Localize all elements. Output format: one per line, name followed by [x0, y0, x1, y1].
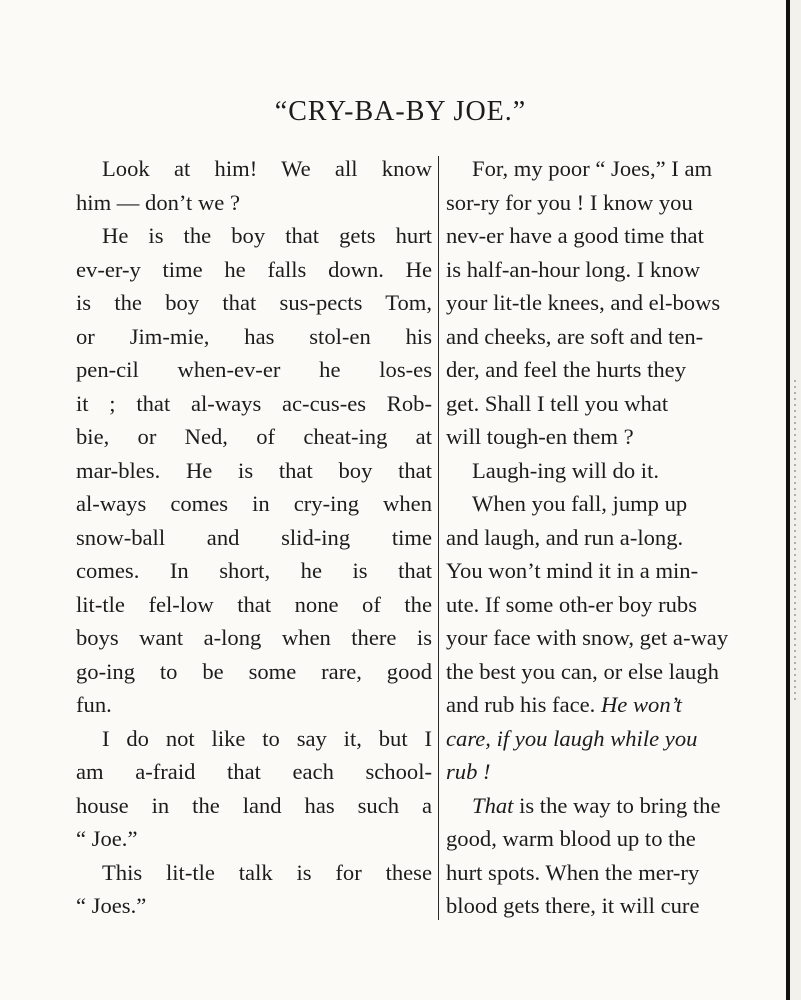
text-line: “ Joes.” [76, 893, 147, 918]
text-line: al-ways comes in cry-ing when [76, 491, 432, 516]
italic-segment: care, if you laugh while you [446, 725, 698, 751]
text-line: the best you can, or else laugh [446, 658, 719, 684]
text-line: and laugh, and run a-long. [446, 524, 684, 550]
text-line: go-ing to be some rare, good [76, 658, 432, 684]
text-line: When you fall, jump up [472, 491, 688, 516]
italic-segment: That [472, 792, 514, 818]
text-line: For, my poor “ Joes,” I am [472, 156, 713, 181]
text-line: This lit-tle talk is for these [102, 859, 432, 885]
right-column [446, 152, 801, 923]
text-line: or Jim-mie, has stol-en his [76, 323, 432, 349]
text-line: nev-er have a good time that [446, 223, 704, 248]
text-line: house in the land has such a [76, 792, 432, 818]
text-line [446, 789, 801, 823]
text-line: blood gets there, it will cure [446, 893, 700, 918]
text-segment: is the way to bring the [513, 792, 721, 818]
text-segment: and rub his face. [446, 692, 601, 717]
text-line: I do not like to say it, but I [102, 725, 432, 751]
page-edge-shadow [786, 0, 801, 1000]
text-line: good, warm blood up to the [446, 826, 696, 851]
text-line: “ Joe.” [76, 826, 138, 851]
text-line: am a-fraid that each school- [76, 759, 432, 784]
text-line: der, and feel the hurts they [446, 357, 687, 382]
text-line: and cheeks, are soft and ten- [446, 323, 704, 349]
text-line: Laugh-ing will do it. [472, 457, 660, 483]
text-line: boys want a-long when there is [76, 625, 432, 650]
text-line: your lit-tle knees, and el-bows [446, 290, 721, 315]
left-column [76, 152, 432, 923]
chapter-title: “CRY-BA-BY JOE.” [274, 96, 527, 127]
text-line: He is the boy that gets hurt [102, 223, 432, 248]
text-line: fun. [76, 692, 112, 717]
text-line: mar-bles. He is that boy that [76, 457, 432, 483]
text-line: is half-an-hour long. I know [446, 256, 701, 282]
text-line: lit-tle fel-low that none of the [76, 591, 432, 617]
text-line: is the boy that sus-pects Tom, [76, 290, 432, 315]
text-line [446, 688, 801, 722]
text-line [446, 755, 801, 789]
italic-segment: rub ! [446, 759, 491, 784]
text-line: hurt spots. When the mer-ry [446, 859, 700, 885]
text-line: ev-er-y time he falls down. He [76, 256, 432, 282]
text-line: snow-ball and slid-ing time [76, 524, 432, 550]
text-line: pen-cil when-ev-er he los-es [76, 357, 432, 382]
italic-segment: He won’t [600, 692, 682, 717]
text-line: bie, or Ned, of cheat-ing at [76, 424, 432, 449]
text-line: comes. In short, he is that [76, 558, 432, 583]
column-divider [438, 156, 439, 920]
text-line: Look at him! We all know [102, 156, 432, 181]
text-line: it ; that al-ways ac-cus-es Rob- [76, 390, 432, 416]
text-line: your face with snow, get a-way [446, 625, 729, 650]
text-line [446, 722, 801, 756]
text-line: get. Shall I tell you what [446, 390, 669, 416]
text-line: You won’t mind it in a min- [446, 558, 699, 583]
text-line: him — don’t we ? [76, 189, 240, 215]
text-line: sor-ry for you ! I know you [446, 189, 693, 215]
text-line: ute. If some oth-er boy rubs [446, 591, 697, 617]
text-line: will tough-en them ? [446, 424, 634, 449]
